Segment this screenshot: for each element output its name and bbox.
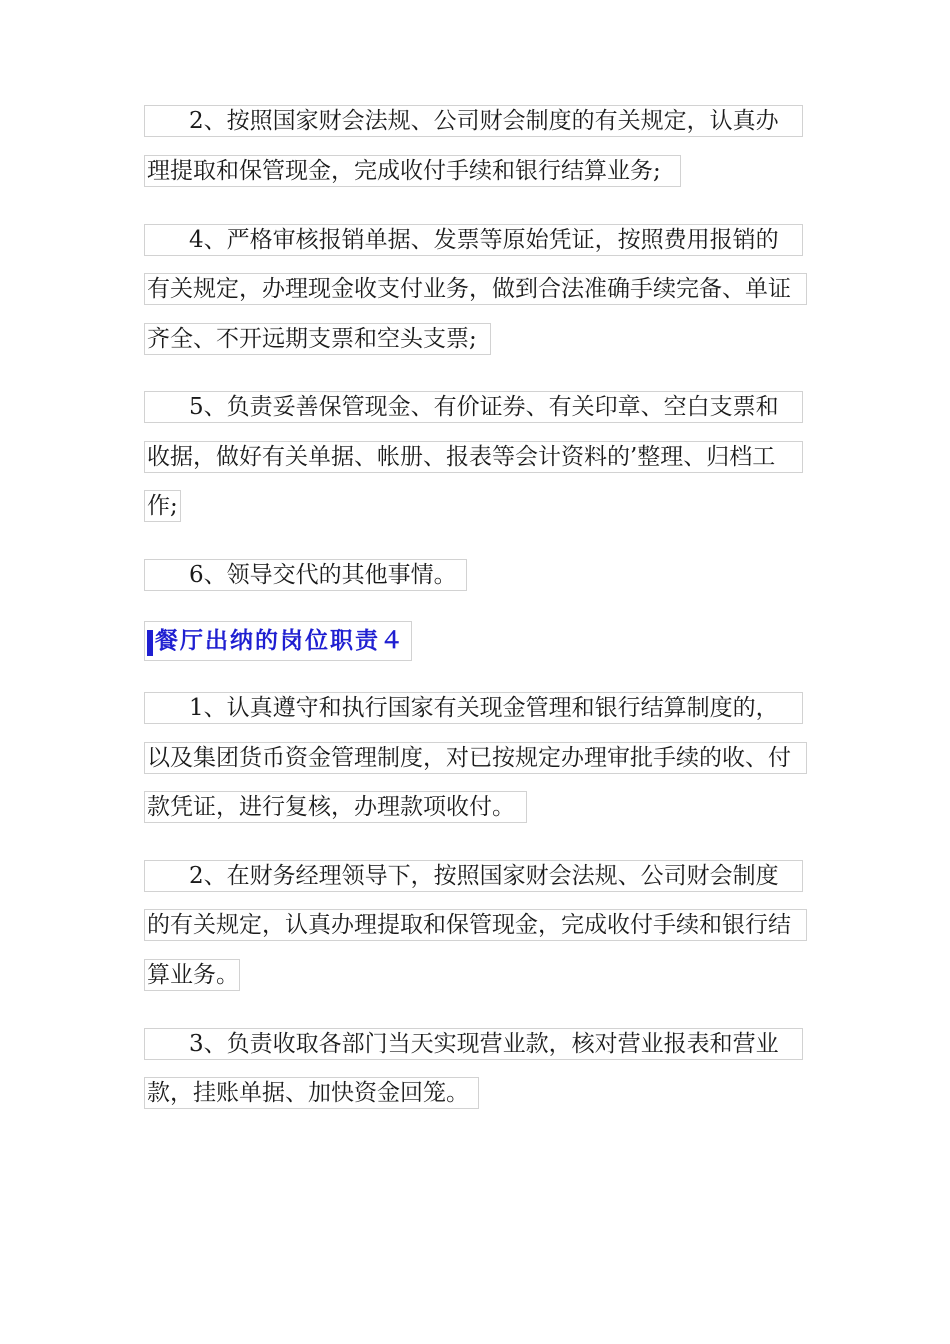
heading-marker bbox=[147, 630, 153, 656]
paragraph-b1-line-2: 以及集团货币资金管理制度，对已按规定办理审批手续的收、付 bbox=[144, 742, 807, 774]
paragraph-a4-line-3: 齐全、不开远期支票和空头支票; bbox=[144, 323, 491, 355]
paragraph-a5-line-3: 作; bbox=[144, 490, 181, 522]
paragraph-b3-line-1: 3、负责收取各部门当天实现营业款，核对营业报表和营业 bbox=[144, 1028, 803, 1060]
paragraph-a4-line-1: 4、严格审核报销单据、发票等原始凭证，按照费用报销的 bbox=[144, 224, 803, 256]
paragraph-a5-line-2: 收据，做好有关单据、帐册、报表等会计资料的’整理、归档工 bbox=[144, 441, 803, 473]
paragraph-a6-line-1: 6、领导交代的其他事情。 bbox=[144, 559, 467, 591]
paragraph-a5-line-1: 5、负责妥善保管现金、有价证券、有关印章、空白支票和 bbox=[144, 391, 803, 423]
paragraph-a2-line-1: 2、按照国家财会法规、公司财会制度的有关规定，认真办 bbox=[144, 105, 803, 137]
section-heading bbox=[144, 621, 412, 661]
paragraph-b3-line-2: 款，挂账单据、加快资金回笼。 bbox=[144, 1077, 479, 1109]
paragraph-a2-line-2: 理提取和保管现金，完成收付手续和银行结算业务; bbox=[144, 155, 681, 187]
paragraph-b2-line-2: 的有关规定，认真办理提取和保管现金，完成收付手续和银行结 bbox=[144, 909, 807, 941]
section-heading-text: 餐厅出纳的岗位职责４ bbox=[155, 627, 405, 654]
paragraph-b2-line-1: 2、在财务经理领导下，按照国家财会法规、公司财会制度 bbox=[144, 860, 803, 892]
paragraph-a4-line-2: 有关规定，办理现金收支付业务，做到合法准确手续完备、单证 bbox=[144, 273, 807, 305]
paragraph-b1-line-3: 款凭证，进行复核，办理款项收付。 bbox=[144, 791, 527, 823]
paragraph-b1-line-1: 1、认真遵守和执行国家有关现金管理和银行结算制度的， bbox=[144, 692, 803, 724]
paragraph-b2-line-3: 算业务。 bbox=[144, 959, 240, 991]
